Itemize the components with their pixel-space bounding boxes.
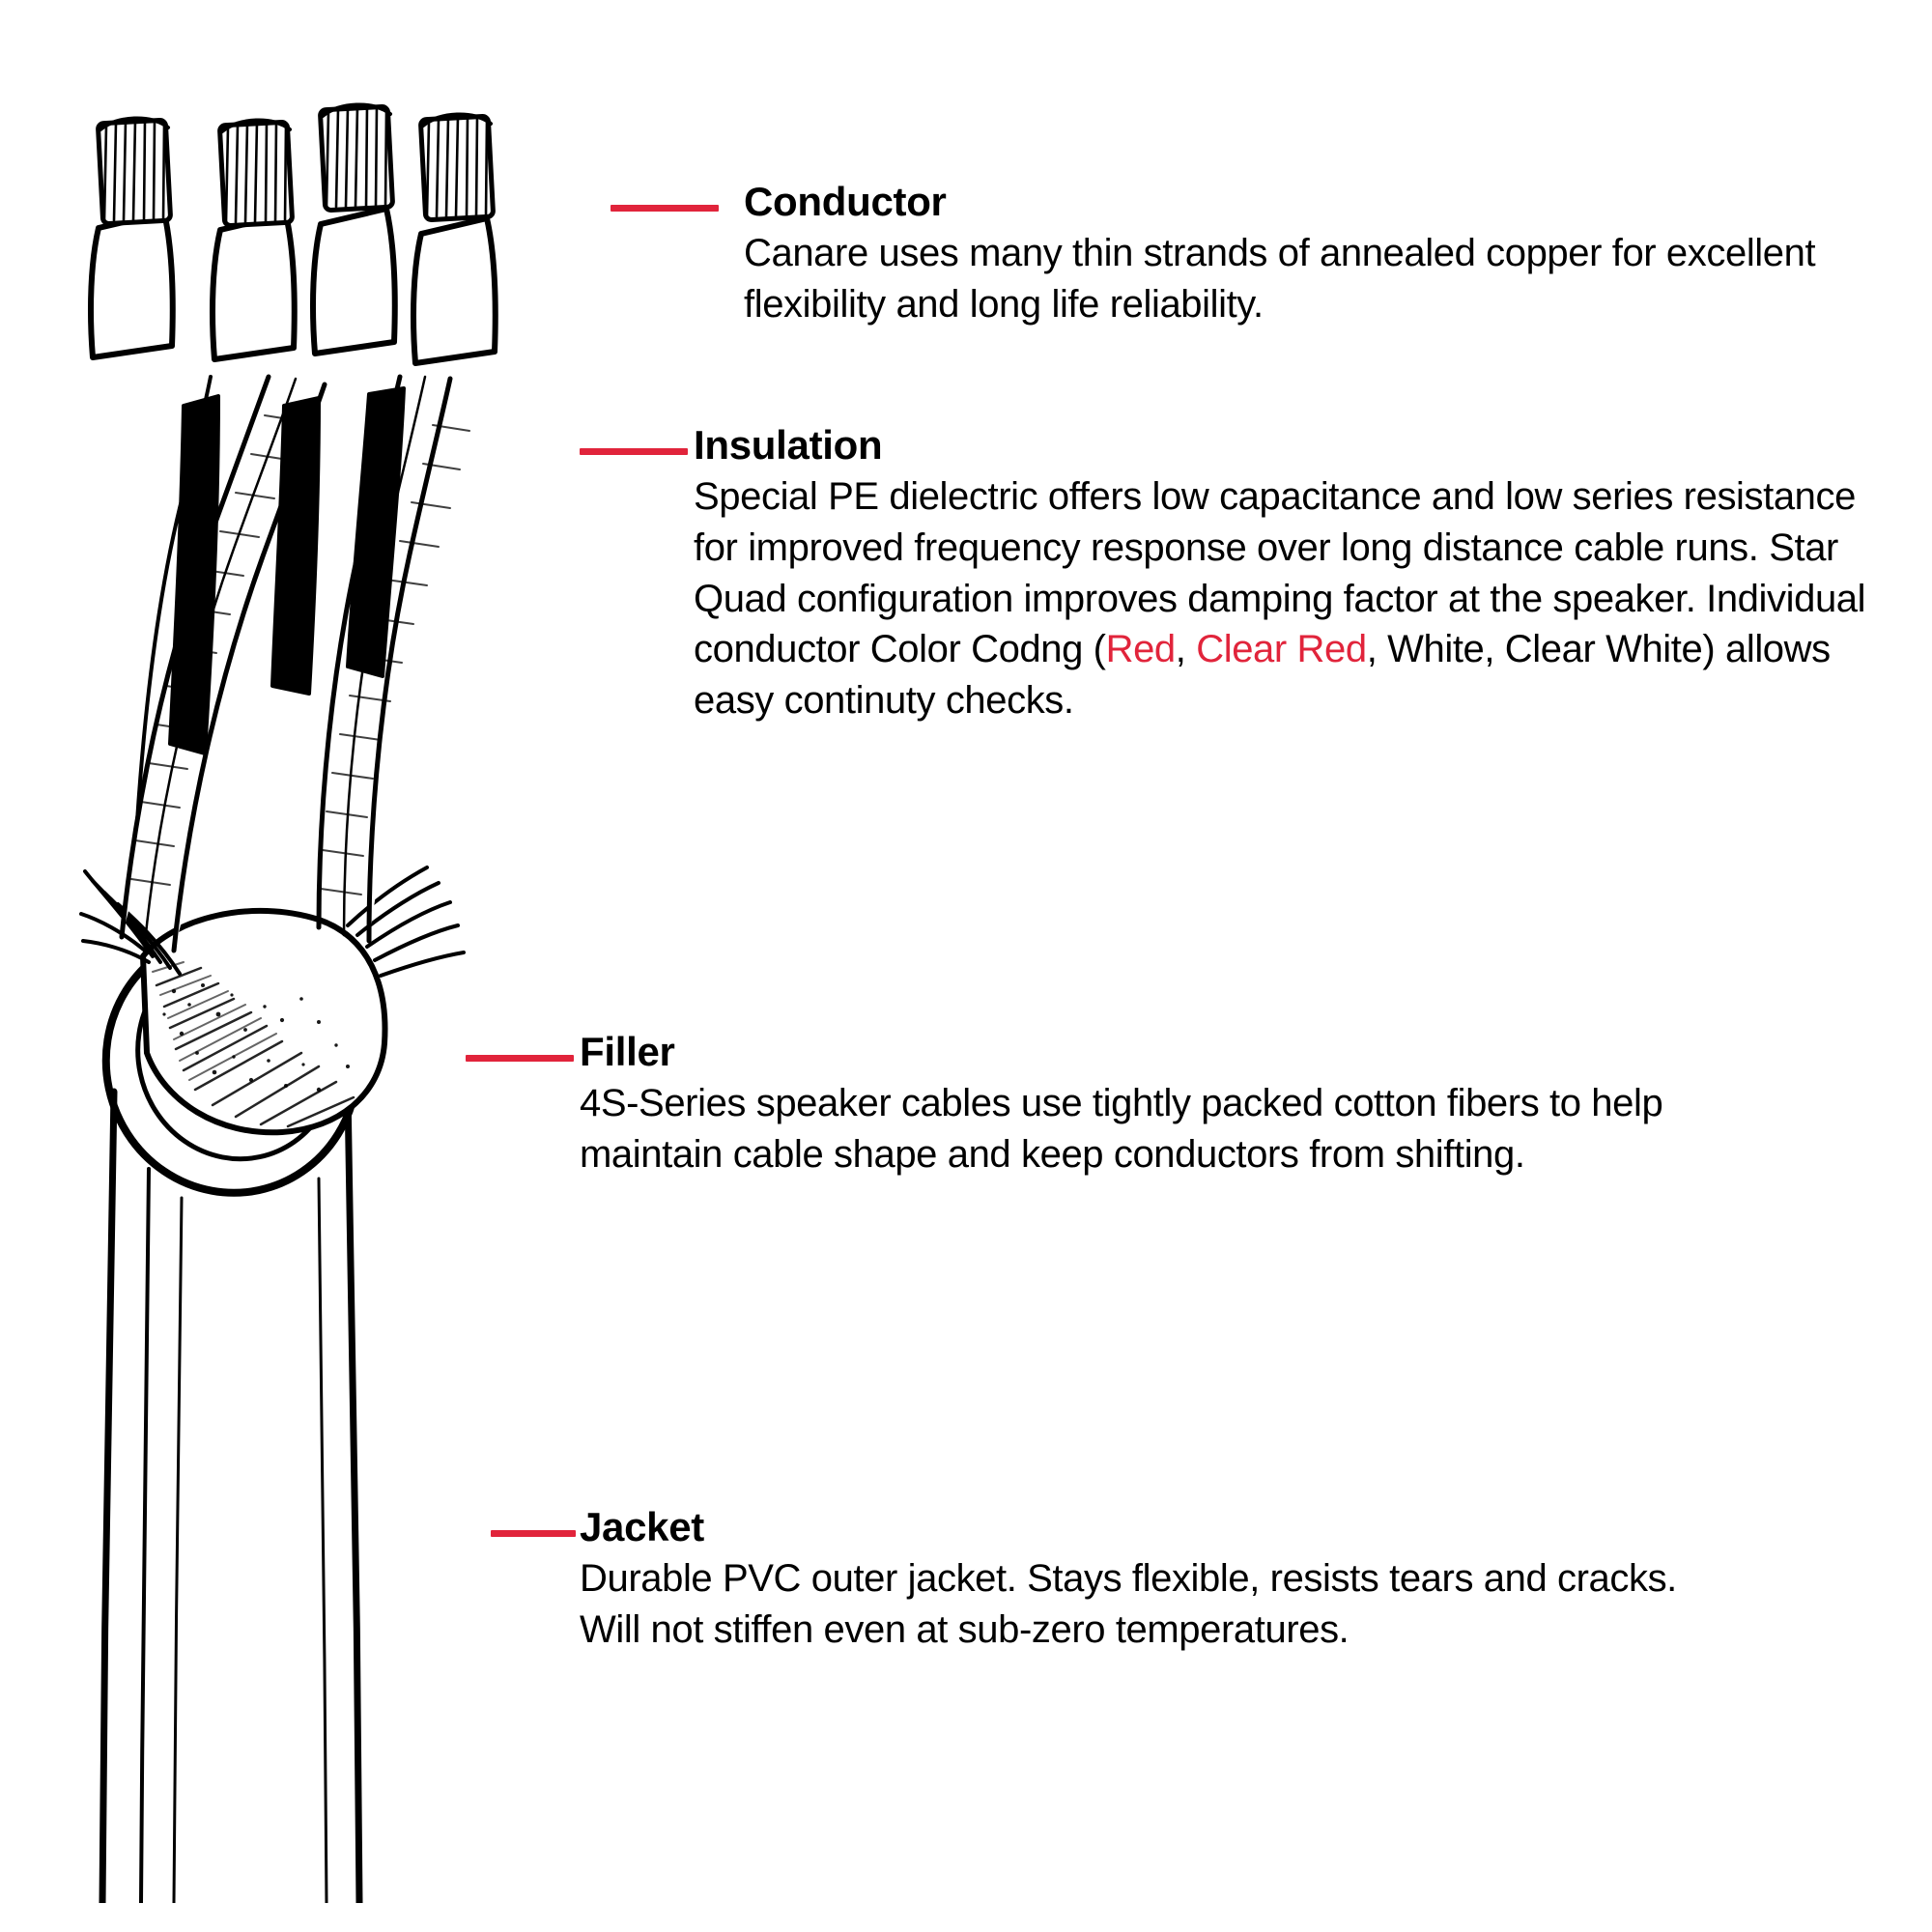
leader-line-filler	[466, 1055, 574, 1062]
callout-conductor	[744, 179, 1903, 330]
insulation-separator: ,	[1175, 628, 1197, 671]
callout-body-jacket: Durable PVC outer jacket. Stays flexible, resists tears and cracks. Will not stiffen even at sub-zero temperatures.	[580, 1557, 1677, 1651]
leader-line-jacket	[491, 1530, 576, 1537]
leader-line-insulation	[580, 448, 688, 455]
callout-body-filler: 4S-Series speaker cables use tightly packed cotton fibers to help maintain cable shape and keep conductors from shifting.	[580, 1082, 1663, 1176]
callout-body-conductor: Canare uses many thin strands of annealed copper for excellent flexibility and long life reliability.	[744, 232, 1816, 326]
insulation-text-part1: Special PE dielectric offers low capacitance and low series resistance for improved frequency response over long distance cable runs. Star Quad configuration improves damping factor at the speaker. Individual conductor Color Codng (	[694, 475, 1866, 671]
callout-jacket	[580, 1504, 1739, 1656]
leader-line-conductor	[611, 205, 719, 212]
callout-title-jacket: Jacket	[580, 1504, 704, 1549]
callout-filler	[580, 1029, 1739, 1180]
insulation-text-part2: , White, Clear White) allows easy continuty checks.	[694, 628, 1831, 723]
callout-title-filler: Filler	[580, 1029, 675, 1074]
cable-cutaway-illustration	[29, 87, 628, 1903]
color-code-clear-red: Clear Red	[1196, 628, 1367, 671]
callout-insulation	[694, 422, 1901, 726]
color-code-red: Red	[1105, 628, 1176, 671]
callout-title-conductor: Conductor	[744, 179, 947, 224]
conductor-ends	[91, 104, 496, 363]
cable-illustration-svg	[29, 87, 628, 1903]
jacket-shape	[102, 1092, 359, 1903]
callout-title-insulation: Insulation	[694, 422, 883, 468]
filler-shape	[143, 911, 384, 1132]
callout-body-insulation	[694, 471, 1901, 726]
